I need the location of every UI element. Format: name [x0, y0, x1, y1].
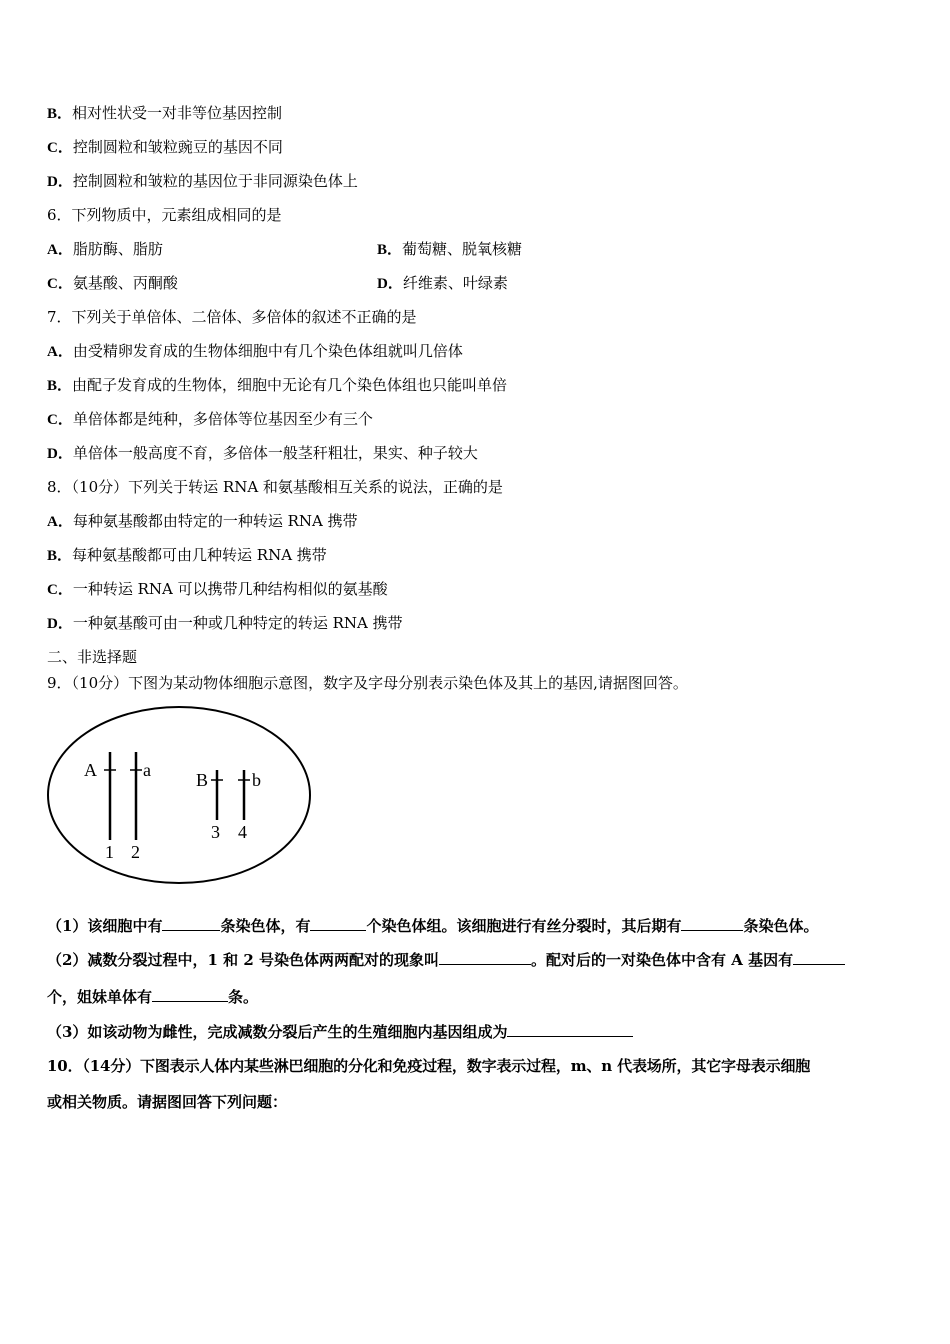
q7-option-d: D．单倍体一般高度不育，多倍体一般茎秆粗壮，果实、种子较大 [47, 444, 478, 462]
q6-option-c: C．氨基酸、丙酮酸 [47, 274, 178, 292]
chromosome-number-3: 3 [211, 822, 220, 842]
chromosome-number-1: 1 [105, 842, 114, 862]
q7-option-c: C．单倍体都是纯种，多倍体等位基因至少有三个 [47, 410, 373, 428]
q6-option-b: B．葡萄糖、脱氧核糖 [377, 240, 523, 258]
q8-option-b: B．每种氨基酸都可由几种转运 RNA 携带 [47, 546, 327, 564]
chromosome-number-2: 2 [131, 842, 140, 862]
q5-option-b: B．相对性状受一对非等位基因控制 [47, 104, 283, 122]
q8-option-c: C．一种转运 RNA 可以携带几种结构相似的氨基酸 [47, 580, 388, 598]
q5-option-c: C．控制圆粒和皱粒豌豆的基因不同 [47, 138, 283, 156]
q6-stem: 6．下列物质中，元素组成相同的是 [47, 206, 282, 224]
q5-option-d: D．控制圆粒和皱粒的基因位于非同源染色体上 [47, 172, 358, 190]
section-title: 二、非选择题 [47, 648, 138, 666]
answer-blank[interactable] [793, 949, 845, 965]
q6-option-a: A．脂肪酶、脂肪 [47, 240, 163, 258]
q6-option-d: D．纤维素、叶绿素 [377, 274, 508, 292]
gene-label-b: b [252, 770, 261, 790]
answer-blank[interactable] [310, 915, 366, 931]
gene-label-a: a [143, 760, 151, 780]
q10-stem-line2: 或相关物质。请据图回答下列问题： [47, 1093, 288, 1111]
q9-stem: 9．（10分）下图为某动物体细胞示意图，数字及字母分别表示染色体及其上的基因,请据图回答。 [47, 674, 688, 692]
gene-label-B: B [196, 770, 209, 790]
q7-stem: 7．下列关于单倍体、二倍体、多倍体的叙述不正确的是 [47, 308, 417, 326]
answer-blank[interactable] [152, 986, 228, 1002]
q9-part1: （1）该细胞中有 条染色体，有 个染色体组。该细胞进行有丝分裂时，其后期有 条染色体。 [47, 917, 819, 935]
q8-stem: 8．（10分）下列关于转运 RNA 和氨基酸相互关系的说法，正确的是 [47, 478, 503, 496]
answer-blank[interactable] [681, 915, 743, 931]
chromosome-number-4: 4 [238, 822, 247, 842]
q7-option-a: A．由受精卵发育成的生物体细胞中有几个染色体组就叫几倍体 [47, 342, 463, 360]
cell-diagram [44, 700, 314, 890]
answer-blank[interactable] [439, 949, 531, 965]
q9-part3: （3）如该动物为雌性，完成减数分裂后产生的生殖细胞内基因组成为 [47, 1021, 633, 1042]
q8-option-d: D．一种氨基酸可由一种或几种特定的转运 RNA 携带 [47, 614, 403, 632]
q9-part2-cont: 个，姐妹单体有 条。 [47, 988, 259, 1006]
answer-blank[interactable] [507, 1021, 633, 1037]
q7-option-b: B．由配子发育成的生物体，细胞中无论有几个染色体组也只能叫单倍 [47, 376, 508, 394]
gene-label-A: A [84, 760, 97, 780]
cell-outline [48, 707, 310, 883]
q10-stem-line1: 10．（14分）下图表示人体内某些淋巴细胞的分化和免疫过程，数字表示过程，m、n 代表场所，其它字母表示细胞 [47, 1057, 811, 1075]
q9-part2: （2）减数分裂过程中，1 和 2 号染色体两两配对的现象叫 。配对后的一对染色体中含有 A 基因有 [47, 949, 845, 970]
q8-option-a: A．每种氨基酸都由特定的一种转运 RNA 携带 [47, 512, 358, 530]
answer-blank[interactable] [162, 915, 220, 931]
